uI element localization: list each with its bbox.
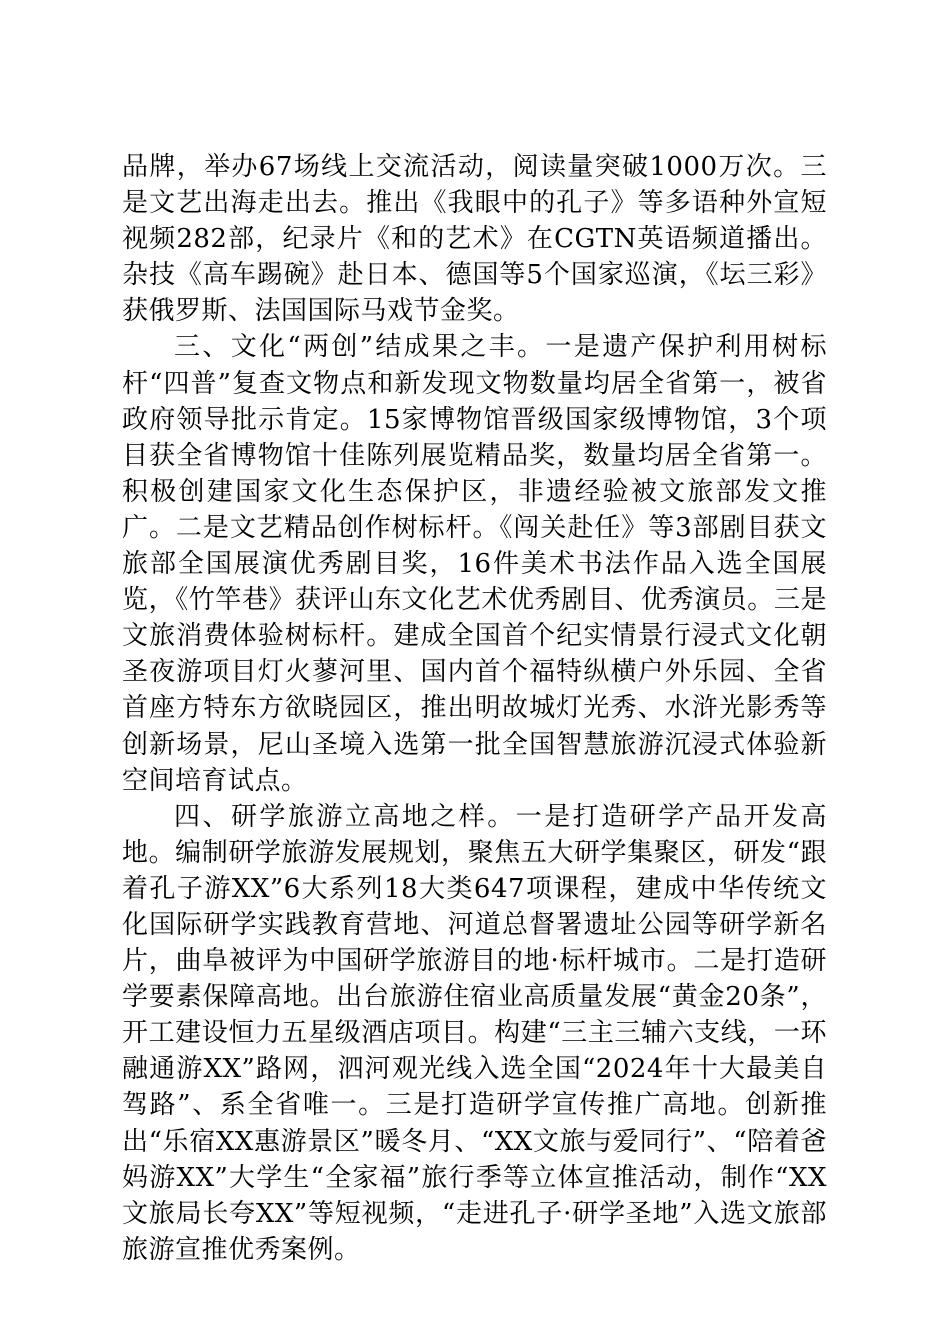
paragraph-section-four: 四、研学旅游立高地之样。一是打造研学产品开发高地。编制研学旅游发展规划，聚焦五大研学集聚区，研发“跟着孔子游XX”6大系列18大类647项课程，建成中华传统文化国际研学实践教育营地、河道总督署遗址公园等研学新名片，曲阜被评为中国研学旅游目的地·标杆城市。二是打造研学要素保障高地。出台旅游住宿业高质量发展“黄金20条”，开工建设恒力五星级酒店项目。构建“三主三辅六支线，一环融通游XX”路网，泗河观光线入选全国“2024年十大最美自驾路”、系全省唯一。三是打造研学宣传推广高地。创新推出“乐宿XX惠游景区”暖冬月、“XX文旅与爱同行”、“陪着爸妈游XX”大学生“全家福”旅行季等立体宣推活动，制作“XX文旅局长夸XX”等短视频，“走进孔子·研学圣地”入选文旅部旅游宣推优秀案例。 xyxy=(122,801,827,1265)
body-text xyxy=(122,149,827,1268)
paragraph-continuation: 品牌，举办67场线上交流活动，阅读量突破1000万次。三是文艺出海走出去。推出《我眼中的孔子》等多语种外宣短视频282部，纪录片《和的艺术》在CGTN英语频道播出。杂技《高车踢碗》赴日本、德国等5个国家巡演，《坛三彩》获俄罗斯、法国国际马戏节金奖。 xyxy=(122,152,827,327)
paragraph-section-three: 三、文化“两创”结成果之丰。一是遗产保护利用树标杆“四普”复查文物点和新发现文物数量均居全省第一，被省政府领导批示肯定。15家博物馆晋级国家级博物馆，3个项目获全省博物馆十佳陈列展览精品奖，数量均居全省第一。积极创建国家文化生态保护区，非遗经验被文旅部发文推广。二是文艺精品创作树标杆。《闯关赴任》等3部剧目获文旅部全国展演优秀剧目奖，16件美术书法作品入选全国展览，《竹竿巷》获评山东文化艺术优秀剧目、优秀演员。三是文旅消费体验树标杆。建成全国首个纪实情景行浸式文化朝圣夜游项目灯火蓼河里、国内首个福特纵横户外乐园、全省首座方特东方欲晓园区，推出明故城灯光秀、水浒光影秀等创新场景，尼山圣境入选第一批全国智慧旅游沉浸式体验新空间培育试点。 xyxy=(122,332,827,796)
